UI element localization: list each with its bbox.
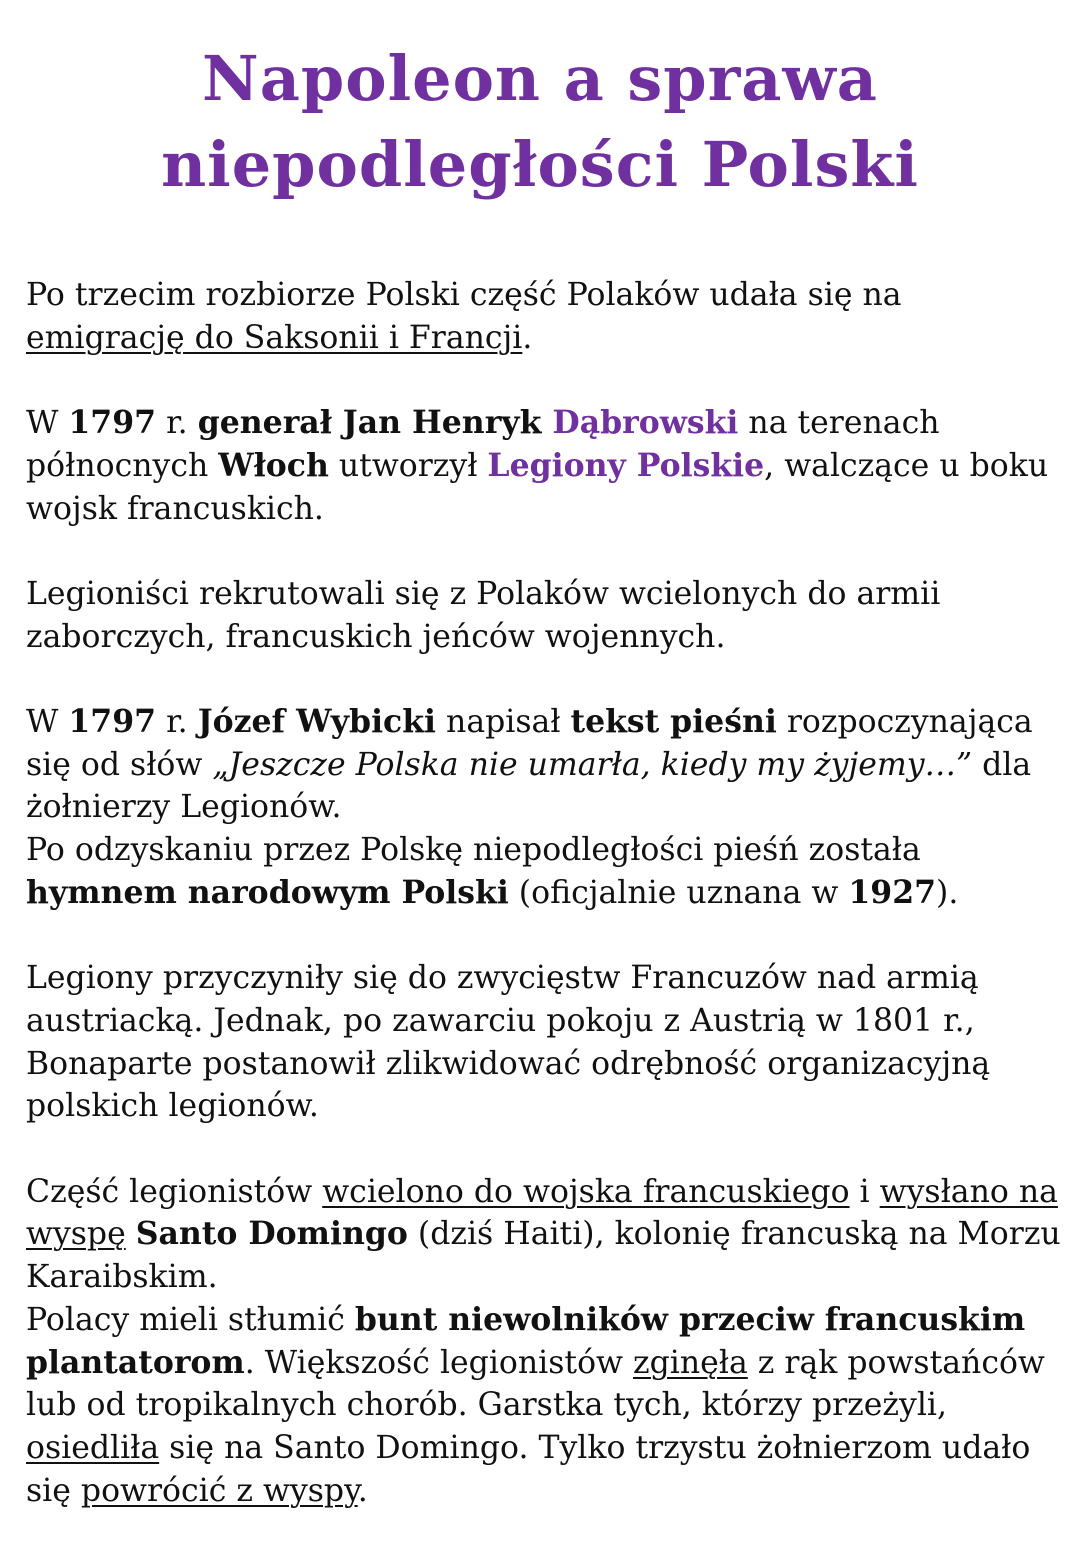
bold-text: Santo Domingo <box>135 1215 408 1253</box>
bold-text: Józef Wybicki <box>197 702 437 740</box>
spacer <box>26 1128 1066 1171</box>
text: Część legionistów <box>26 1173 323 1210</box>
spacer <box>26 359 1066 402</box>
underlined-text: emigrację do Saksonii i Francji <box>26 319 523 356</box>
highlight-text: Legiony Polskie <box>487 446 765 484</box>
bold-text: Włoch <box>218 446 329 484</box>
text: . Większość legionistów <box>244 1344 634 1381</box>
text: r. <box>156 703 198 740</box>
text: rozpoczynająca się od słów <box>26 703 1033 783</box>
text: z rąk powstańców lub od tropikalnych chorób. Garstka tych, którzy przeżyli, <box>26 1344 1045 1424</box>
page-title <box>0 36 1080 208</box>
paragraph-slave-revolt <box>26 1299 1066 1513</box>
bold-text: 1797 <box>68 702 157 740</box>
bold-text: 1797 <box>68 404 157 442</box>
underlined-text: wcielono do wojska francuskiego <box>322 1173 850 1210</box>
text: (oficjalnie uznana w <box>508 874 849 911</box>
spacer <box>26 658 1066 701</box>
bold-text: tekst pieśni <box>570 702 777 740</box>
title-line-1: Napoleon a sprawa <box>202 42 878 115</box>
text <box>126 1216 136 1252</box>
text: Legioniści rekrutowali się z Polaków wcielonych do armii zaborczych, francuskich jeńców wojennych. <box>26 575 941 655</box>
paragraph-anthem <box>26 701 1066 829</box>
text: Po odzyskaniu przez Polskę niepodległości pieśń została <box>26 832 921 869</box>
text: na terenach północnych <box>26 405 940 484</box>
text: Legiony przyczyniły się do zwycięstw Francuzów nad armią austriacką. Jednak, po zawarciu pokoju z Austrią w 1801 r., Bonaparte postanowił zlikwidować odrębność organizacyjną polskich legionów. <box>26 960 991 1125</box>
text: napisał <box>436 703 571 740</box>
text: utworzył <box>328 447 488 484</box>
text: . <box>522 319 533 356</box>
text: (dziś Haiti), kolonię francuską na Morzu Karaibskim. <box>26 1216 1061 1296</box>
paragraph-recruitment <box>26 573 1066 658</box>
text: dla żołnierzy Legionów. <box>26 746 1032 826</box>
underlined-text: wysłano na wyspę <box>26 1173 1058 1253</box>
text: Po trzecim rozbiorze Polski część Polaków udała się na <box>26 277 902 313</box>
paragraph-legions <box>26 402 1066 530</box>
text: Polacy mieli stłumić <box>26 1301 355 1338</box>
underlined-text: osiedliła <box>26 1429 160 1466</box>
text: W <box>26 405 69 442</box>
spacer <box>26 915 1066 958</box>
highlight-text: Dąbrowski <box>552 404 739 442</box>
text: i <box>849 1173 880 1210</box>
paragraph-austria <box>26 957 1066 1128</box>
text: ). <box>936 874 959 911</box>
text: W <box>26 703 69 740</box>
bold-text: generał Jan Henryk <box>197 404 553 442</box>
bold-text: hymnem narodowym Polski <box>26 873 509 911</box>
spacer <box>26 530 1066 573</box>
bold-text: bunt niewolników przeciw francuskim plantatorom <box>26 1300 1026 1381</box>
text: , walczące u boku wojsk francuskich. <box>26 447 1049 527</box>
underlined-text: powrócić z wyspy <box>80 1472 358 1509</box>
paragraph-santo-domingo <box>26 1171 1066 1299</box>
italic-quote: „Jeszcze Polska nie umarła, kiedy my żyjemy…” <box>212 746 973 783</box>
paragraph-emigration <box>26 274 1066 359</box>
bold-text: 1927 <box>848 873 937 911</box>
document-body <box>26 274 1066 1512</box>
title-line-2: niepodległości Polski <box>161 128 919 201</box>
text: r. <box>156 405 198 442</box>
underlined-text: zginęła <box>633 1344 748 1381</box>
text: się na Santo Domingo. Tylko trzystu żołnierzom udało się <box>26 1429 1031 1509</box>
text: . <box>357 1472 368 1509</box>
paragraph-national-anthem <box>26 829 1066 914</box>
